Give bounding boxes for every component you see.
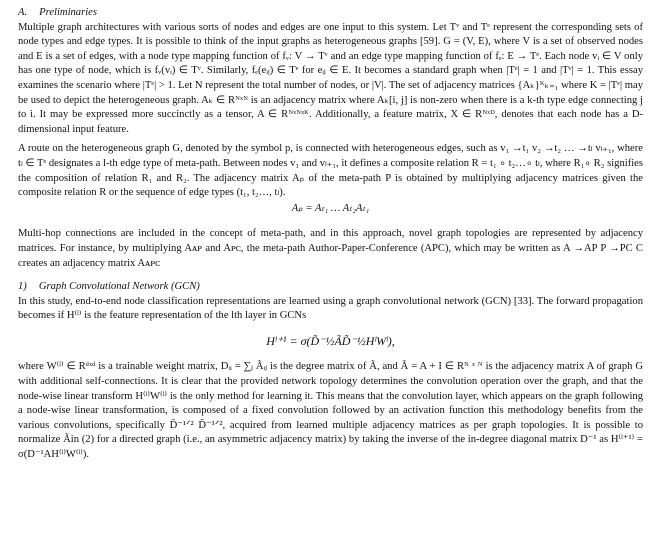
paragraph-graph-definition: Multiple graph architectures with various sorts of nodes and edges are one input to this system. Let Tᵛ and Tᵉ represent the corresponding sets of node types and edge types. It is possible to think of the input graphs as heterogeneous graphs [59]. G = (V, E), where V is a set of observed nodes and E is a set of edges, with a node type mapping function of fᵥ: V → Tᵛ and an edge type mapping function of fₑ: E → Tᵉ. Each node vᵢ ∈ V only has one type of node, which is fᵥ(vᵢ) ∈ Tᵛ. Similarly, fₑ(eᵢⱼ) ∈ Tᵉ for eᵢⱼ ∈ E. It becomes a standard graph when |Tᵉ| = 1 and |Tᵛ| = 1. This essay examines the scenario where |Tᵉ| > 1. Let N represent the total number of nodes, or |V|. The set of adjacency matrices {Aₖ}ᴷₖ₌₁ where K = |Tᵉ| may be used to depict the heterogeneous graph. Aₖ ∈ Rᴺˣᴺ is an adjacency matrix where Aₖ[i, j] is non-zero when there is a k-th type edge connecting j to i. It may be expressed more succinctly as a tensor, A ∈ Rᴺˣᴺˣᴷ. Additionally, a feature matrix, X ∈ Rᴺˣᴰ, denotes that each node has a D-dimensional input feature.	[18, 21, 643, 135]
paragraph-gcn-intro: In this study, end-to-end node classification representations are learned using a graph convolutional network (GCN) [33]. The forward propagation becomes if H⁽ˡ⁾ is the feature representation of the lth layer in GCNs	[18, 295, 643, 322]
paragraph-meta-path: A route on the heterogeneous graph G, denoted by the symbol p, is connected with heterogeneous edges, such as v₁ →t₁ v₂ →t₂ … →tₗ vₗ₊₁, where tₗ ∈ Tᵉ designates a l-th edge type of meta-path. Between nodes v₁ and vₗ₊₁, it defines a composite relation R = t₁ ∘ t₂…∘ tₗ, where R₁∘ R₂ signifies the composition of relation R₁ and R₂. The adjacency matrix Aₚ of the meta-path P is obtained by multiplying adjacency matrices given the composite relation R or the sequence of edge types (t₁, t₂…, tₗ).	[18, 143, 643, 199]
subsection-title: Graph Convolutional Network (GCN)	[38, 281, 200, 293]
section-number: A.	[18, 7, 28, 18]
equation-gcn-propagation: Hˡ⁺¹ = σ(D̃⁻½ÃD̃⁻½HˡWˡ),	[266, 333, 395, 348]
section-title: Preliminaries	[39, 7, 97, 18]
section-heading-preliminaries	[18, 6, 643, 21]
equation-meta-path-adjacency: Aₚ = Aₜ₁ … Aₜ₂Aₜ₁	[291, 202, 370, 214]
section-heading-gcn	[18, 280, 643, 295]
subsection-number: 1)	[18, 281, 27, 293]
paragraph-multi-hop: Multi-hop connections are included in the concept of meta-path, and in this approach, novel graph topologies are represented by adjacency matrices. For instance, by multiplying Aᴀᴘ and Aᴘᴄ, the meta-path Author-Paper-Conference (APC), which may be written as A →AP P →PC C creates an adjacency matrix Aᴀᴘᴄ	[18, 228, 643, 269]
paragraph-gcn-details: where W⁽ˡ⁾ ∈ Rᵈˣᵈ is a trainable weight matrix, Dᵢᵢ = ∑ⱼ Ãᵢⱼ is the degree matrix of Ã, and Ã = A + I ∈ Rᴺ ˣ ᴺ is the adjacency matrix A of graph G with additional self-connections. It is clear that the provided network topology determines the convolution operation over the graph, and that the node-wise linear transform H⁽ˡ⁾W⁽ˡ⁾ is the only method for learning it. This means that the convolution layer, which appears on the graph following a node-wise linear transformation, is composed of a fixed convolution followed by an activation function this methodology benefits from the various convolutions, specifically D̃⁻¹ᐟ² D̃⁻¹ᐟ², acquired from learned multiple adjacency matrices as per graph topologies. It is possible to normalize Ãin (2) for a directed graph (i.e., an asymmetric adjacency matrix) by taking the inverse of the in-degree diagonal matrix D⁻¹ as H⁽ˡ⁺¹⁾ = σ(D⁻¹AH⁽ˡ⁾W⁽ˡ⁾).	[18, 361, 643, 461]
